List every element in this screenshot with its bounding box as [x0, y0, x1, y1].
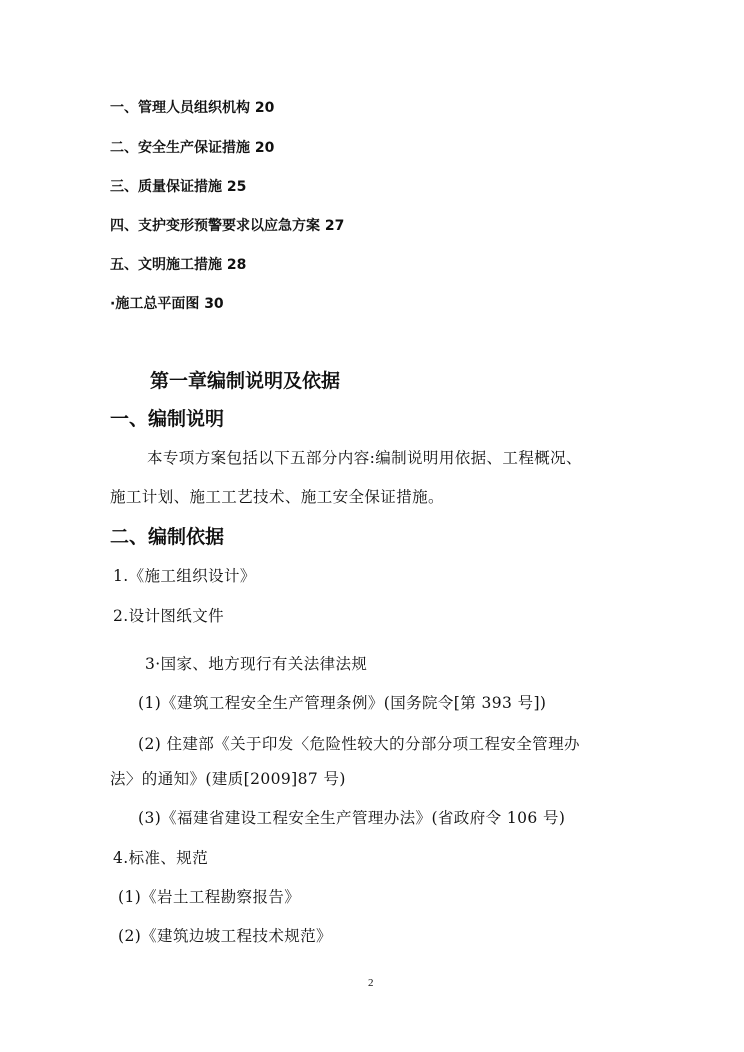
chapter-title: 第一章编制说明及依据	[150, 370, 341, 392]
section-heading-1: 一、编制说明	[110, 408, 225, 430]
basis-item-4-2: (2)《建筑边坡工程技术规范》	[118, 927, 332, 945]
toc-item-5: 五、文明施工措施 28	[110, 257, 247, 273]
toc-item-2: 二、安全生产保证措施 20	[110, 140, 275, 156]
page-number: 2	[368, 977, 374, 989]
section-heading-2: 二、编制依据	[110, 526, 225, 548]
basis-item-2: 2.设计图纸文件	[113, 607, 224, 625]
section1-paragraph-line2: 施工计划、施工工艺技术、施工安全保证措施。	[110, 488, 444, 506]
basis-item-3-2-line2: 法〉的通知》(建质[2009]87 号)	[110, 770, 346, 788]
basis-item-3-1: (1)《建筑工程安全生产管理条例》(国务院令[第 393 号])	[138, 694, 547, 712]
basis-item-4-1: (1)《岩土工程勘察报告》	[118, 888, 301, 906]
basis-item-3: 3·国家、地方现行有关法律法规	[145, 655, 368, 673]
toc-item-1: 一、管理人员组织机构 20	[110, 100, 275, 116]
basis-item-4: 4.标准、规范	[113, 849, 209, 867]
toc-item-6: ·施工总平面图 30	[110, 296, 224, 312]
section1-paragraph-line1: 本专项方案包括以下五部分内容:编制说明用依据、工程概况、	[147, 449, 582, 467]
basis-item-3-3: (3)《福建省建设工程安全生产管理办法》(省政府令 106 号)	[138, 809, 566, 827]
toc-item-4: 四、支护变形预警要求以应急方案 27	[110, 218, 345, 234]
basis-item-3-2-line1: (2) 住建部《关于印发〈危险性较大的分部分项工程安全管理办	[138, 735, 580, 753]
toc-item-3: 三、质量保证措施 25	[110, 179, 247, 195]
basis-item-1: 1.《施工组织设计》	[113, 567, 256, 585]
